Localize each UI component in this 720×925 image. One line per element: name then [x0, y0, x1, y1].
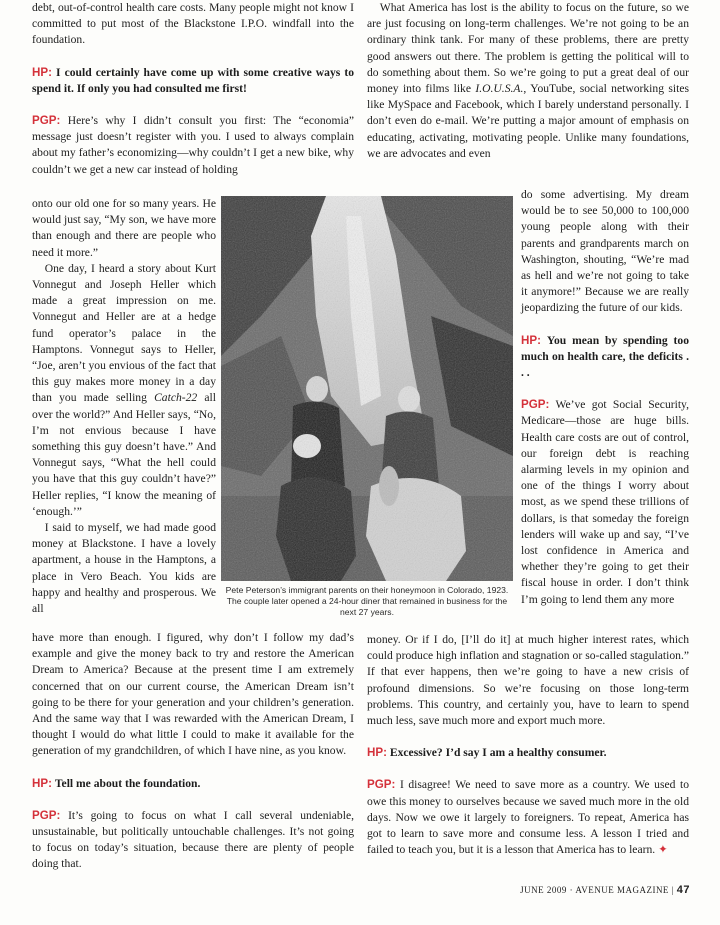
- answer-paragraph: [32, 808, 354, 873]
- question-paragraph: [32, 65, 354, 97]
- hp-label: HP:: [521, 333, 541, 347]
- text-run: What America has lost is the ability to focus on the future, so we are just focusing on long-term challenges. We’re not going to be an ordinary think tank. For many of these problems, there are pretty good answers out there. The problem is getting the political will to do something about them. So we’re going to put a great deal of our money into films like: [367, 1, 689, 96]
- book-title: Catch-22: [154, 391, 198, 405]
- hp-label: HP:: [367, 746, 387, 760]
- right-column-top: [367, 0, 689, 162]
- text-run: , YouTube, social networking sites like MySpace and Facebook, which I barely understand personally. I don’t even do e-mail. We’re putting a major amount of emphasis on educating, activating, motivating people. Unlike many foundations, we are advocates and even: [367, 82, 689, 160]
- pgp-label: PGP:: [521, 398, 550, 412]
- body-paragraph: [367, 0, 689, 162]
- photo-caption: Pete Peterson’s immigrant parents on their honeymoon in Colorado, 1923. The couple later opened a 24-hour diner that remained in business for the next 27 years.: [225, 585, 509, 617]
- page-number: 47: [676, 884, 690, 896]
- pgp-label: PGP:: [32, 114, 61, 128]
- answer-paragraph: [32, 113, 354, 178]
- pgp-label: PGP:: [32, 808, 61, 822]
- answer-paragraph: [521, 397, 689, 608]
- body-paragraph: I said to myself, we had made good money at Blackstone. I have a lovely apartment, a house in the Hamptons, a place in Vero Beach. You kids are happy and healthy and prosperous. We all: [32, 521, 216, 616]
- right-column-wrap: [521, 187, 689, 608]
- end-mark-icon: ✦: [658, 843, 668, 857]
- film-title: I.O.U.S.A.: [475, 82, 524, 96]
- question-paragraph: [521, 333, 689, 382]
- right-column-bottom: [367, 632, 689, 858]
- question-text: Tell me about the foundation.: [54, 776, 201, 790]
- answer-paragraph: [367, 777, 689, 858]
- answer-text: It’s going to focus on what I call several undeniable, unsustainable, but politically untouchable challenges. It’s not going to focus on today’s situation, because there are plenty of people doing that.: [32, 808, 354, 871]
- answer-text: We’ve got Social Security, Medicare—those are huge bills. Health care costs are out of control, our foreign debt is reaching alarming levels in my opinion and one of the things I worry about most, as we spend these trillions of dollars, is that someday the foreign lenders will wake up and say, “I’ve lost confidence in America and whether they’re going to get their fiscal house in order. I don’t think I’m going to lend them any more: [521, 398, 689, 606]
- pgp-label: PGP:: [367, 778, 396, 792]
- answer-text: Here’s why I didn’t consult you first: The “economia” message just doesn’t register with you. I used to always complain about my father’s economizing—why couldn’t I get a new bike, why couldn’t we get a new car instead of holding: [32, 114, 354, 176]
- body-paragraph: onto our old one for so many years. He would just say, “My son, we have more than enough and there are people who need it more.”: [32, 197, 216, 259]
- answer-text: I disagree! We need to save more as a country. We used to owe this money to ourselves because we saved much more in the old days. Now we owe it largely to foreigners. To repeat, America has got to learn to save more and consume less. A lesson I tried and failed to teach you, but it is a lesson that America has to learn.: [367, 778, 689, 857]
- footer-separator: |: [671, 885, 674, 895]
- body-paragraph: money. Or if I do, [I’ll do it] at much higher interest rates, which could produce high inflation and stagnation or so-called stagulation.” If that ever happens, then we’re going to have a new crisis of profound dimensions. So we’re focusing on those long-term problems. This country, and certainly you, have to learn to spend much less, save much more and export much more.: [367, 633, 689, 728]
- text-run: all over the world?” And Heller says, “No, I’m not envious because I have something this guy doesn’t have.” And Vonnegut says, “What the hell could you have that this guy couldn’t have?” Heller replies, “I know the meaning of ‘enough.’”: [32, 391, 216, 518]
- left-column-top: [32, 0, 354, 178]
- page-footer: [520, 884, 690, 896]
- question-text: Excessive? I’d say I am a healthy consumer.: [389, 746, 607, 760]
- left-column-bottom: [32, 630, 354, 873]
- left-column-wrap: [32, 196, 216, 617]
- honeymoon-photo: [221, 196, 513, 581]
- body-paragraph: debt, out-of-control health care costs. Many people might not know I committed to put most of the Blackstone I.P.O. windfall into the foundation.: [32, 1, 354, 47]
- question-paragraph: [367, 745, 689, 761]
- question-paragraph: [32, 776, 354, 792]
- body-paragraph: [32, 261, 216, 520]
- issue-label: JUNE 2009 · AVENUE MAGAZINE: [520, 885, 669, 895]
- photo-image: [221, 196, 513, 581]
- hp-label: HP:: [32, 776, 52, 790]
- body-paragraph: do some advertising. My dream would be to see 50,000 to 100,000 young people along with their parents and grandparents march on Washington, shouting, “We’re mad as hell and we’re not going to take it anymore!” Because we are really jeopardizing the future of our kids.: [521, 188, 689, 315]
- question-text: I could certainly have come up with some creative ways to spend it. If only you had consulted me first!: [32, 65, 354, 95]
- hp-label: HP:: [32, 65, 52, 79]
- text-run: One day, I heard a story about Kurt Vonnegut and Joseph Heller which made a great impression on me. Vonnegut and Heller are at a hedge fund operator’s palace in the Hamptons. Vonnegut says to Heller, “Joe, aren’t you envious of the fact that this guy makes more money in a day than you made selling: [32, 261, 216, 405]
- question-text: You mean by spending too much on health care, the deficits . . .: [521, 333, 690, 380]
- body-paragraph: have more than enough. I figured, why don’t I follow my dad’s example and give the money back to try and restore the American Dream to America? Because at the present time I am extremely concerned that on our current course, the American Dream isn’t going to be there for your generation and your children’s generation. And the same way that I was rewarded with the American Dream, I thought I would do what little I could to make it available for the generation of my grandchildren, of which I have nine, as you know.: [32, 631, 354, 758]
